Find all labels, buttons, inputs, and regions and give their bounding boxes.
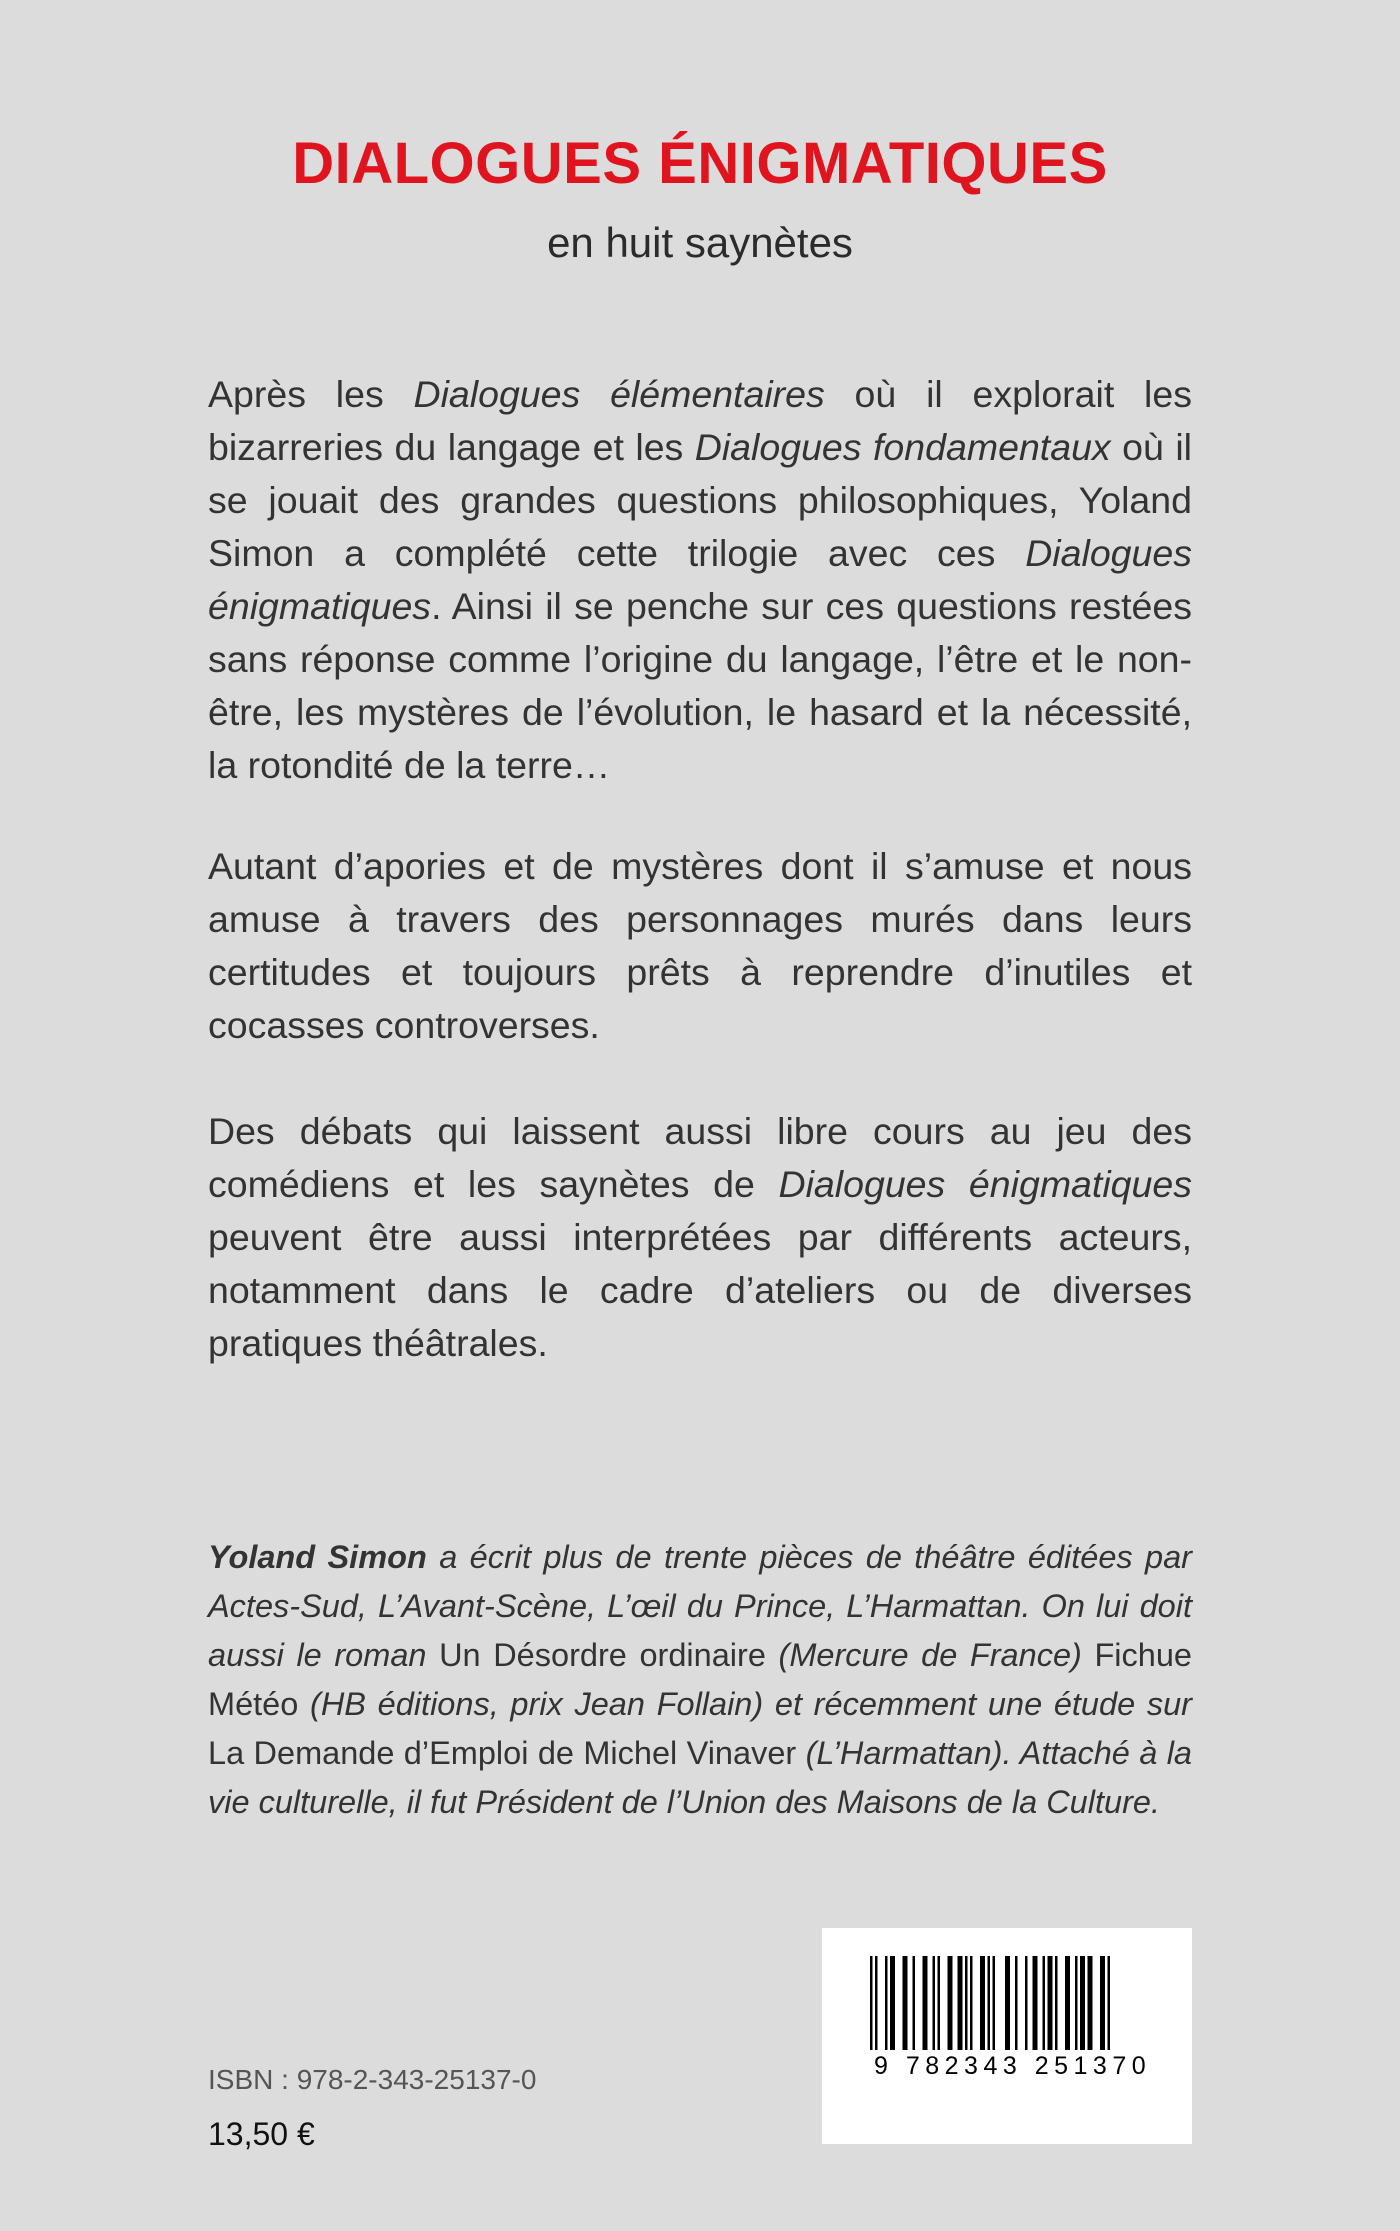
barcode-bar <box>970 1956 973 2056</box>
isbn: ISBN : 978-2-343-25137-0 <box>208 2064 537 2095</box>
barcode-bar <box>1005 1956 1010 2056</box>
p3-text-2: peuvent être aussi interprétées par différents acteurs, notamment dans le cadre d’ateliers ou de diverses pratiques théâtrales. <box>208 1216 1192 1364</box>
barcode-bar <box>1043 1956 1046 2056</box>
bio-fichue-meteo: Fichue Météo <box>208 1637 1192 1722</box>
p1-text-1: Après les <box>208 373 414 415</box>
author-name: Yoland Simon <box>208 1539 427 1575</box>
barcode-bars <box>822 1928 1192 2144</box>
p1-title-elementaires: Dialogues élémentaires <box>413 373 825 415</box>
barcode-bar <box>1025 1956 1028 2056</box>
bio-text-4: (L’Harmattan). Attaché à la vie culturelle, il fut Président de l’Union des Maisons de la Culture. <box>208 1735 1192 1820</box>
p1-text-2: où il explorait les bizarreries du langage et les <box>208 373 1192 468</box>
barcode-bar <box>913 1956 916 2056</box>
barcode <box>822 1928 1192 2144</box>
book-title: DIALOGUES ÉNIGMATIQUES <box>292 131 1108 196</box>
price: 13,50 € <box>208 2116 315 2152</box>
p3-title-enigmatiques: Dialogues énigmatiques <box>778 1163 1192 1205</box>
barcode-bar <box>923 1956 928 2056</box>
p1-title-enigmatiques: Dialogues énigmatiques <box>208 532 1192 627</box>
author-bio <box>208 1533 1192 1827</box>
barcode-bar <box>1033 1956 1038 2056</box>
bio-text-2: (Mercure de France) <box>765 1637 1095 1673</box>
book-subtitle: en huit saynètes <box>547 219 853 266</box>
barcode-bar <box>1065 1956 1070 2056</box>
barcode-bar <box>933 1956 936 2056</box>
bio-text-1: a écrit plus de trente pièces de théâtre éditées par Actes-Sud, L’Avant-Scène, L’œil du Prince, L’Harmattan. On lui doit aussi le roman <box>208 1539 1192 1673</box>
bio-novel-title: Un Désordre ordinaire <box>439 1637 766 1673</box>
barcode-bar <box>948 1956 953 2056</box>
barcode-digits: 9 782343 251370 <box>868 2050 1174 2082</box>
barcode-bar <box>1080 1956 1085 2056</box>
barcode-bar <box>965 1956 968 2056</box>
bio-study-title: La Demande d’Emploi de Michel Vinaver <box>208 1735 797 1771</box>
barcode-bar <box>1048 1956 1053 2056</box>
barcode-bar <box>890 1956 895 2056</box>
barcode-bar <box>885 1956 888 2056</box>
barcode-bar <box>1075 1956 1078 2056</box>
barcode-bar <box>958 1956 963 2056</box>
barcode-bar <box>903 1956 908 2056</box>
p1-text-4: . Ainsi il se penche sur ces questions restées sans réponse comme l’origine du langage, l’être et le non-être, les mystères de l’évolution, le hasard et la nécessité, la rotondité de la terre… <box>208 585 1192 786</box>
blurb-paragraph-3 <box>208 1105 1192 1370</box>
barcode-bar <box>1088 1956 1093 2056</box>
p3-text-1: Des débats qui laissent aussi libre cours au jeu des comédiens et les saynètes de <box>208 1110 1192 1205</box>
blurb-paragraph-1 <box>208 368 1192 792</box>
p1-title-fondamentaux: Dialogues fondamentaux <box>694 426 1111 468</box>
barcode-bar <box>1055 1956 1058 2056</box>
bio-text-3: (HB éditions, prix Jean Follain) et récemment une étude sur <box>298 1686 1192 1722</box>
barcode-bar <box>980 1956 985 2056</box>
blurb-paragraph-2: Autant d’apories et de mystères dont il s’amuse et nous amuse à travers des personnages murés dans leurs certitudes et toujours prêts à reprendre d’inutiles et cocasses controverses. <box>208 845 1192 1046</box>
barcode-bar <box>1100 1956 1103 2056</box>
barcode-bar <box>938 1956 941 2056</box>
p1-text-3: où il se jouait des grandes questions philosophiques, Yoland Simon a complété cette trilogie avec ces <box>208 426 1192 574</box>
barcode-bar <box>1015 1956 1018 2056</box>
